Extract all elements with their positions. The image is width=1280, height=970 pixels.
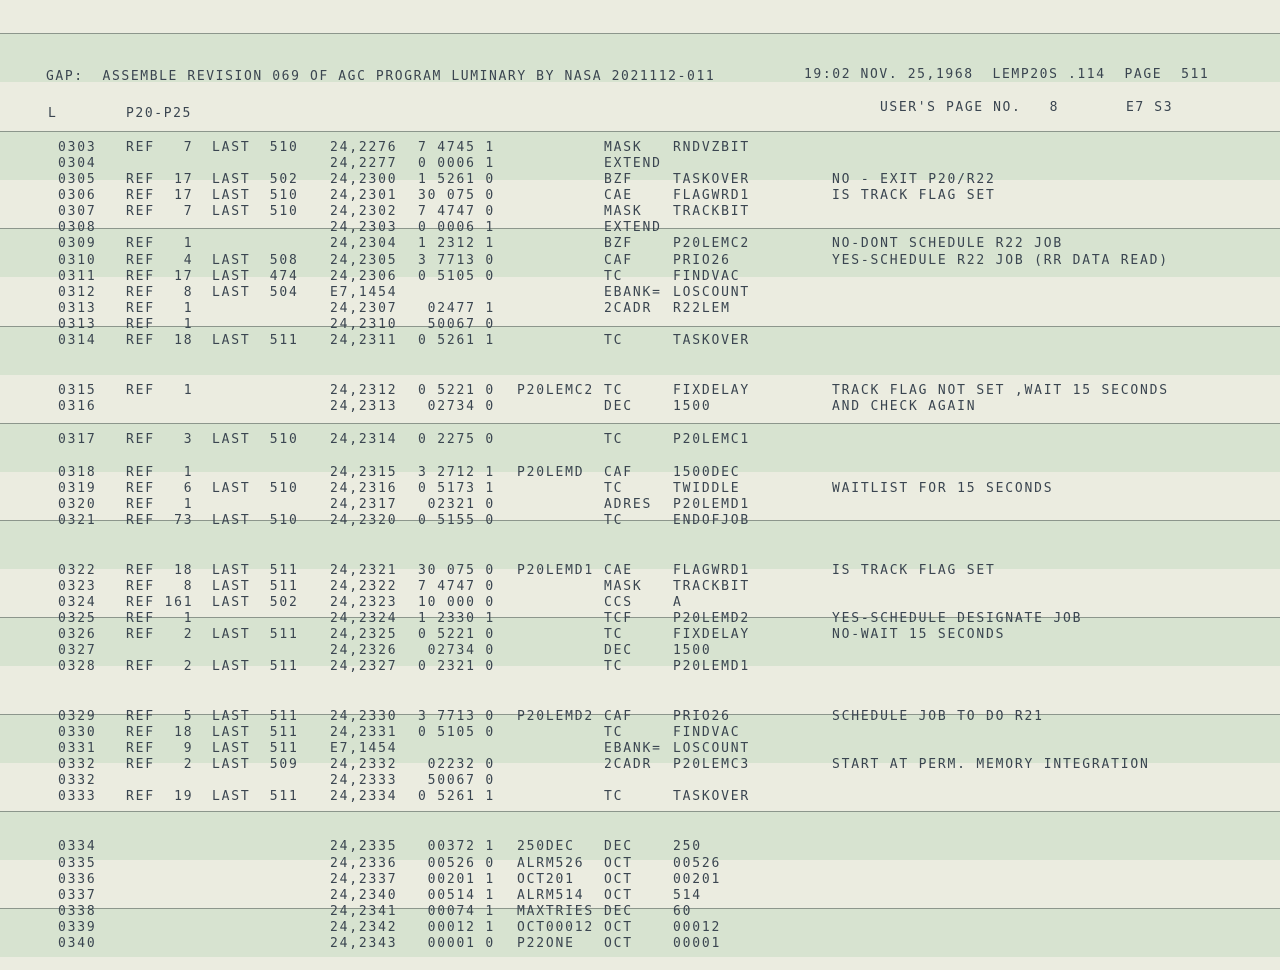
- operand: PRIO26: [673, 253, 731, 268]
- opcode: TC: [604, 269, 624, 284]
- symbol-label: P22ONE: [517, 936, 575, 951]
- comment: SCHEDULE JOB TO DO R21: [832, 709, 1044, 724]
- octal-word: 00514 1: [418, 888, 496, 903]
- opcode: CAE: [604, 188, 633, 203]
- memory-address: 24,2341: [330, 904, 398, 919]
- comment: WAITLIST FOR 15 SECONDS: [832, 481, 1054, 496]
- octal-word: 3 7713 0: [418, 253, 496, 268]
- comment: AND CHECK AGAIN: [832, 399, 977, 414]
- memory-address: 24,2334: [330, 789, 398, 804]
- opcode: EBANK=: [604, 285, 662, 300]
- opcode: MASK: [604, 579, 643, 594]
- operand: 00526: [673, 856, 722, 871]
- operand: 00012: [673, 920, 722, 935]
- opcode: CAF: [604, 709, 633, 724]
- ref-count: REF 6: [126, 481, 194, 496]
- opcode: TC: [604, 432, 624, 447]
- memory-address: 24,2325: [330, 627, 398, 642]
- ref-count: REF 1: [126, 317, 194, 332]
- line-number: 0303: [58, 140, 97, 155]
- octal-word: 0 5221 0: [418, 383, 496, 398]
- octal-word: 50067 0: [418, 317, 496, 332]
- line-number: 0308: [58, 220, 97, 235]
- last-ref: LAST 510: [212, 204, 299, 219]
- last-ref: LAST 511: [212, 333, 299, 348]
- comment: IS TRACK FLAG SET: [832, 188, 996, 203]
- comment: NO - EXIT P20/R22: [832, 172, 996, 187]
- line-number: 0329: [58, 709, 97, 724]
- operand: 00001: [673, 936, 722, 951]
- operand: LOSCOUNT: [673, 741, 751, 756]
- line-number: 0319: [58, 481, 97, 496]
- last-ref: LAST 510: [212, 513, 299, 528]
- line-number: 0305: [58, 172, 97, 187]
- paper-band: [0, 811, 1280, 860]
- octal-word: 02232 0: [418, 757, 496, 772]
- comment: START AT PERM. MEMORY INTEGRATION: [832, 757, 1150, 772]
- operand: 60: [673, 904, 693, 919]
- opcode: OCT: [604, 872, 633, 887]
- memory-address: 24,2311: [330, 333, 398, 348]
- ref-count: REF 17: [126, 172, 194, 187]
- opcode: CAF: [604, 253, 633, 268]
- operand: ENDOFJOB: [673, 513, 751, 528]
- ref-count: REF 17: [126, 188, 194, 203]
- last-ref: LAST 511: [212, 789, 299, 804]
- paper-band: [0, 908, 1280, 957]
- line-number: 0304: [58, 156, 97, 171]
- opcode: DEC: [604, 399, 633, 414]
- comment: IS TRACK FLAG SET: [832, 563, 996, 578]
- last-ref: LAST 511: [212, 627, 299, 642]
- line-number: 0316: [58, 399, 97, 414]
- line-number: 0321: [58, 513, 97, 528]
- line-number: 0330: [58, 725, 97, 740]
- ref-count: REF 18: [126, 563, 194, 578]
- octal-word: 30 075 0: [418, 563, 496, 578]
- opcode: EBANK=: [604, 741, 662, 756]
- last-ref: LAST 510: [212, 432, 299, 447]
- line-number: 0333: [58, 789, 97, 804]
- ref-count: REF 2: [126, 627, 194, 642]
- memory-address: 24,2330: [330, 709, 398, 724]
- opcode: DEC: [604, 839, 633, 854]
- symbol-label: MAXTRIES: [517, 904, 595, 919]
- octal-word: 0 5105 0: [418, 269, 496, 284]
- opcode: OCT: [604, 936, 633, 951]
- memory-address: 24,2333: [330, 773, 398, 788]
- operand: R22LEM: [673, 301, 731, 316]
- opcode: DEC: [604, 643, 633, 658]
- ref-count: REF 18: [126, 333, 194, 348]
- line-number: 0324: [58, 595, 97, 610]
- opcode: MASK: [604, 140, 643, 155]
- operand: FINDVAC: [673, 269, 741, 284]
- line-number: 0306: [58, 188, 97, 203]
- opcode: CCS: [604, 595, 633, 610]
- line-number: 0332: [58, 773, 97, 788]
- memory-address: 24,2323: [330, 595, 398, 610]
- operand: TASKOVER: [673, 172, 751, 187]
- line-number: 0337: [58, 888, 97, 903]
- ref-count: REF 9: [126, 741, 194, 756]
- memory-address: 24,2343: [330, 936, 398, 951]
- ref-count: REF 3: [126, 432, 194, 447]
- memory-address: 24,2336: [330, 856, 398, 871]
- user-page-number: USER'S PAGE NO. 8: [880, 100, 1060, 115]
- opcode: TC: [604, 659, 624, 674]
- last-ref: LAST 510: [212, 481, 299, 496]
- ref-count: REF 19: [126, 789, 194, 804]
- last-ref: LAST 511: [212, 659, 299, 674]
- opcode: 2CADR: [604, 301, 653, 316]
- line-number: 0320: [58, 497, 97, 512]
- opcode: TC: [604, 627, 624, 642]
- octal-word: 1 2312 1: [418, 236, 496, 251]
- symbol-label: OCT201: [517, 872, 575, 887]
- operand: P20LEMC2: [673, 236, 751, 251]
- octal-word: 10 000 0: [418, 595, 496, 610]
- memory-address: 24,2326: [330, 643, 398, 658]
- memory-address: 24,2276: [330, 140, 398, 155]
- operand: P20LEMD1: [673, 497, 751, 512]
- line-number: 0326: [58, 627, 97, 642]
- line-number: 0323: [58, 579, 97, 594]
- octal-word: 1 2330 1: [418, 611, 496, 626]
- last-ref: LAST 474: [212, 269, 299, 284]
- ref-count: REF 1: [126, 383, 194, 398]
- opcode: EXTEND: [604, 156, 662, 171]
- operand: TRACKBIT: [673, 204, 751, 219]
- line-number: 0327: [58, 643, 97, 658]
- octal-word: 02734 0: [418, 399, 496, 414]
- assembly-header: GAP: ASSEMBLE REVISION 069 OF AGC PROGRAM LUMINARY BY NASA 2021112-011: [46, 69, 716, 84]
- memory-address: 24,2306: [330, 269, 398, 284]
- line-number: 0335: [58, 856, 97, 871]
- memory-address: 24,2324: [330, 611, 398, 626]
- symbol-label: P20LEMC2: [517, 383, 595, 398]
- line-number: 0332: [58, 757, 97, 772]
- opcode: EXTEND: [604, 220, 662, 235]
- octal-word: 02321 0: [418, 497, 496, 512]
- line-number: 0313: [58, 317, 97, 332]
- octal-word: 0 0006 1: [418, 220, 496, 235]
- octal-word: 0 5155 0: [418, 513, 496, 528]
- memory-address: 24,2315: [330, 465, 398, 480]
- memory-address: 24,2310: [330, 317, 398, 332]
- opcode: BZF: [604, 236, 633, 251]
- memory-address: 24,2321: [330, 563, 398, 578]
- memory-address: 24,2305: [330, 253, 398, 268]
- last-ref: LAST 509: [212, 757, 299, 772]
- memory-address: E7,1454: [330, 741, 398, 756]
- opcode: TCF: [604, 611, 633, 626]
- opcode: CAE: [604, 563, 633, 578]
- comment: NO-DONT SCHEDULE R22 JOB: [832, 236, 1064, 251]
- opcode: TC: [604, 333, 624, 348]
- operand: TWIDDLE: [673, 481, 741, 496]
- last-ref: LAST 511: [212, 709, 299, 724]
- comment: NO-WAIT 15 SECONDS: [832, 627, 1006, 642]
- last-ref: LAST 511: [212, 741, 299, 756]
- opcode: DEC: [604, 904, 633, 919]
- last-ref: LAST 502: [212, 595, 299, 610]
- line-number: 0340: [58, 936, 97, 951]
- line-number: 0334: [58, 839, 97, 854]
- ref-count: REF 1: [126, 236, 194, 251]
- line-number: 0339: [58, 920, 97, 935]
- memory-address: 24,2342: [330, 920, 398, 935]
- octal-word: 00372 1: [418, 839, 496, 854]
- operand: 1500: [673, 399, 712, 414]
- opcode: CAF: [604, 465, 633, 480]
- octal-word: 02734 0: [418, 643, 496, 658]
- ref-count: REF 1: [126, 301, 194, 316]
- memory-address: 24,2335: [330, 839, 398, 854]
- comment: YES-SCHEDULE DESIGNATE JOB: [832, 611, 1083, 626]
- line-number: 0309: [58, 236, 97, 251]
- memory-address: 24,2312: [330, 383, 398, 398]
- last-ref: LAST 511: [212, 725, 299, 740]
- operand: RNDVZBIT: [673, 140, 751, 155]
- ref-count: REF 7: [126, 204, 194, 219]
- octal-word: 00001 0: [418, 936, 496, 951]
- operand: P20LEMD1: [673, 659, 751, 674]
- ref-count: REF 2: [126, 757, 194, 772]
- opcode: ADRES: [604, 497, 653, 512]
- memory-address: 24,2327: [330, 659, 398, 674]
- last-ref: LAST 510: [212, 188, 299, 203]
- operand: LOSCOUNT: [673, 285, 751, 300]
- operand: TASKOVER: [673, 789, 751, 804]
- memory-address: 24,2340: [330, 888, 398, 903]
- ref-count: REF 73: [126, 513, 194, 528]
- ref-count: REF 1: [126, 465, 194, 480]
- line-number: 0331: [58, 741, 97, 756]
- symbol-label: P20LEMD2: [517, 709, 595, 724]
- operand: A: [673, 595, 683, 610]
- memory-address: 24,2317: [330, 497, 398, 512]
- symbol-label: P20LEMD1: [517, 563, 595, 578]
- ref-count: REF 5: [126, 709, 194, 724]
- operand: 1500DEC: [673, 465, 741, 480]
- memory-address: 24,2307: [330, 301, 398, 316]
- opcode: 2CADR: [604, 757, 653, 772]
- octal-word: 7 4747 0: [418, 579, 496, 594]
- symbol-label: OCT00012: [517, 920, 595, 935]
- line-number: 0313: [58, 301, 97, 316]
- opcode: BZF: [604, 172, 633, 187]
- line-number: 0318: [58, 465, 97, 480]
- octal-word: 02477 1: [418, 301, 496, 316]
- octal-word: 0 5221 0: [418, 627, 496, 642]
- line-number: 0312: [58, 285, 97, 300]
- octal-word: 0 2321 0: [418, 659, 496, 674]
- octal-word: 30 075 0: [418, 188, 496, 203]
- last-ref: LAST 510: [212, 140, 299, 155]
- operand: TRACKBIT: [673, 579, 751, 594]
- octal-word: 3 2712 1: [418, 465, 496, 480]
- octal-word: 00201 1: [418, 872, 496, 887]
- line-number: 0325: [58, 611, 97, 626]
- operand: P20LEMC1: [673, 432, 751, 447]
- operand: TASKOVER: [673, 333, 751, 348]
- symbol-label: 250DEC: [517, 839, 575, 854]
- opcode: TC: [604, 481, 624, 496]
- octal-word: 50067 0: [418, 773, 496, 788]
- last-ref: LAST 511: [212, 579, 299, 594]
- ref-count: REF 1: [126, 611, 194, 626]
- last-ref: LAST 511: [212, 563, 299, 578]
- octal-word: 00526 0: [418, 856, 496, 871]
- opcode: TC: [604, 513, 624, 528]
- memory-address: 24,2337: [330, 872, 398, 887]
- memory-address: E7,1454: [330, 285, 398, 300]
- operand: 1500: [673, 643, 712, 658]
- section-title: P20-P25: [126, 106, 192, 121]
- print-timestamp: 19:02 NOV. 25,1968 LEMP20S .114 PAGE 511: [804, 67, 1210, 82]
- operand: FIXDELAY: [673, 627, 751, 642]
- line-number: 0328: [58, 659, 97, 674]
- memory-address: 24,2332: [330, 757, 398, 772]
- ref-count: REF 18: [126, 725, 194, 740]
- octal-word: 00074 1: [418, 904, 496, 919]
- ref-count: REF 8: [126, 285, 194, 300]
- line-number: 0322: [58, 563, 97, 578]
- memory-address: 24,2314: [330, 432, 398, 447]
- ref-count: REF 161: [126, 595, 194, 610]
- octal-word: 0 5261 1: [418, 789, 496, 804]
- octal-word: 0 0006 1: [418, 156, 496, 171]
- memory-address: 24,2313: [330, 399, 398, 414]
- line-number: 0338: [58, 904, 97, 919]
- memory-address: 24,2320: [330, 513, 398, 528]
- ref-count: REF 4: [126, 253, 194, 268]
- operand: FLAGWRD1: [673, 188, 751, 203]
- memory-address: 24,2300: [330, 172, 398, 187]
- line-number: 0310: [58, 253, 97, 268]
- octal-word: 1 5261 0: [418, 172, 496, 187]
- ref-count: REF 1: [126, 497, 194, 512]
- ref-count: REF 7: [126, 140, 194, 155]
- line-number: 0314: [58, 333, 97, 348]
- operand: 514: [673, 888, 702, 903]
- line-number: 0307: [58, 204, 97, 219]
- operand: P20LEMC3: [673, 757, 751, 772]
- ref-count: REF 2: [126, 659, 194, 674]
- listing-flag: L: [48, 106, 58, 121]
- memory-address: 24,2277: [330, 156, 398, 171]
- memory-address: 24,2302: [330, 204, 398, 219]
- memory-address: 24,2316: [330, 481, 398, 496]
- memory-address: 24,2322: [330, 579, 398, 594]
- octal-word: 00012 1: [418, 920, 496, 935]
- memory-address: 24,2301: [330, 188, 398, 203]
- octal-word: 0 5261 1: [418, 333, 496, 348]
- memory-address: 24,2303: [330, 220, 398, 235]
- operand: P20LEMD2: [673, 611, 751, 626]
- opcode: MASK: [604, 204, 643, 219]
- octal-word: 0 5105 0: [418, 725, 496, 740]
- operand: PRIO26: [673, 709, 731, 724]
- octal-word: 0 5173 1: [418, 481, 496, 496]
- operand: FINDVAC: [673, 725, 741, 740]
- comment: YES-SCHEDULE R22 JOB (RR DATA READ): [832, 253, 1169, 268]
- symbol-label: ALRM526: [517, 856, 585, 871]
- opcode: OCT: [604, 888, 633, 903]
- octal-word: 7 4747 0: [418, 204, 496, 219]
- last-ref: LAST 504: [212, 285, 299, 300]
- comment: TRACK FLAG NOT SET ,WAIT 15 SECONDS: [832, 383, 1169, 398]
- symbol-label: P20LEMD: [517, 465, 585, 480]
- last-ref: LAST 502: [212, 172, 299, 187]
- opcode: TC: [604, 725, 624, 740]
- operand: FIXDELAY: [673, 383, 751, 398]
- last-ref: LAST 508: [212, 253, 299, 268]
- ref-count: REF 17: [126, 269, 194, 284]
- line-number: 0315: [58, 383, 97, 398]
- memory-address: 24,2304: [330, 236, 398, 251]
- opcode: OCT: [604, 920, 633, 935]
- operand: FLAGWRD1: [673, 563, 751, 578]
- sheet-id: E7 S3: [1126, 100, 1174, 115]
- opcode: TC: [604, 383, 624, 398]
- line-number: 0317: [58, 432, 97, 447]
- octal-word: 3 7713 0: [418, 709, 496, 724]
- memory-address: 24,2331: [330, 725, 398, 740]
- opcode: TC: [604, 789, 624, 804]
- opcode: OCT: [604, 856, 633, 871]
- operand: 00201: [673, 872, 722, 887]
- ref-count: REF 8: [126, 579, 194, 594]
- octal-word: 0 2275 0: [418, 432, 496, 447]
- symbol-label: ALRM514: [517, 888, 585, 903]
- line-number: 0336: [58, 872, 97, 887]
- operand: 250: [673, 839, 702, 854]
- octal-word: 7 4745 1: [418, 140, 496, 155]
- line-number: 0311: [58, 269, 97, 284]
